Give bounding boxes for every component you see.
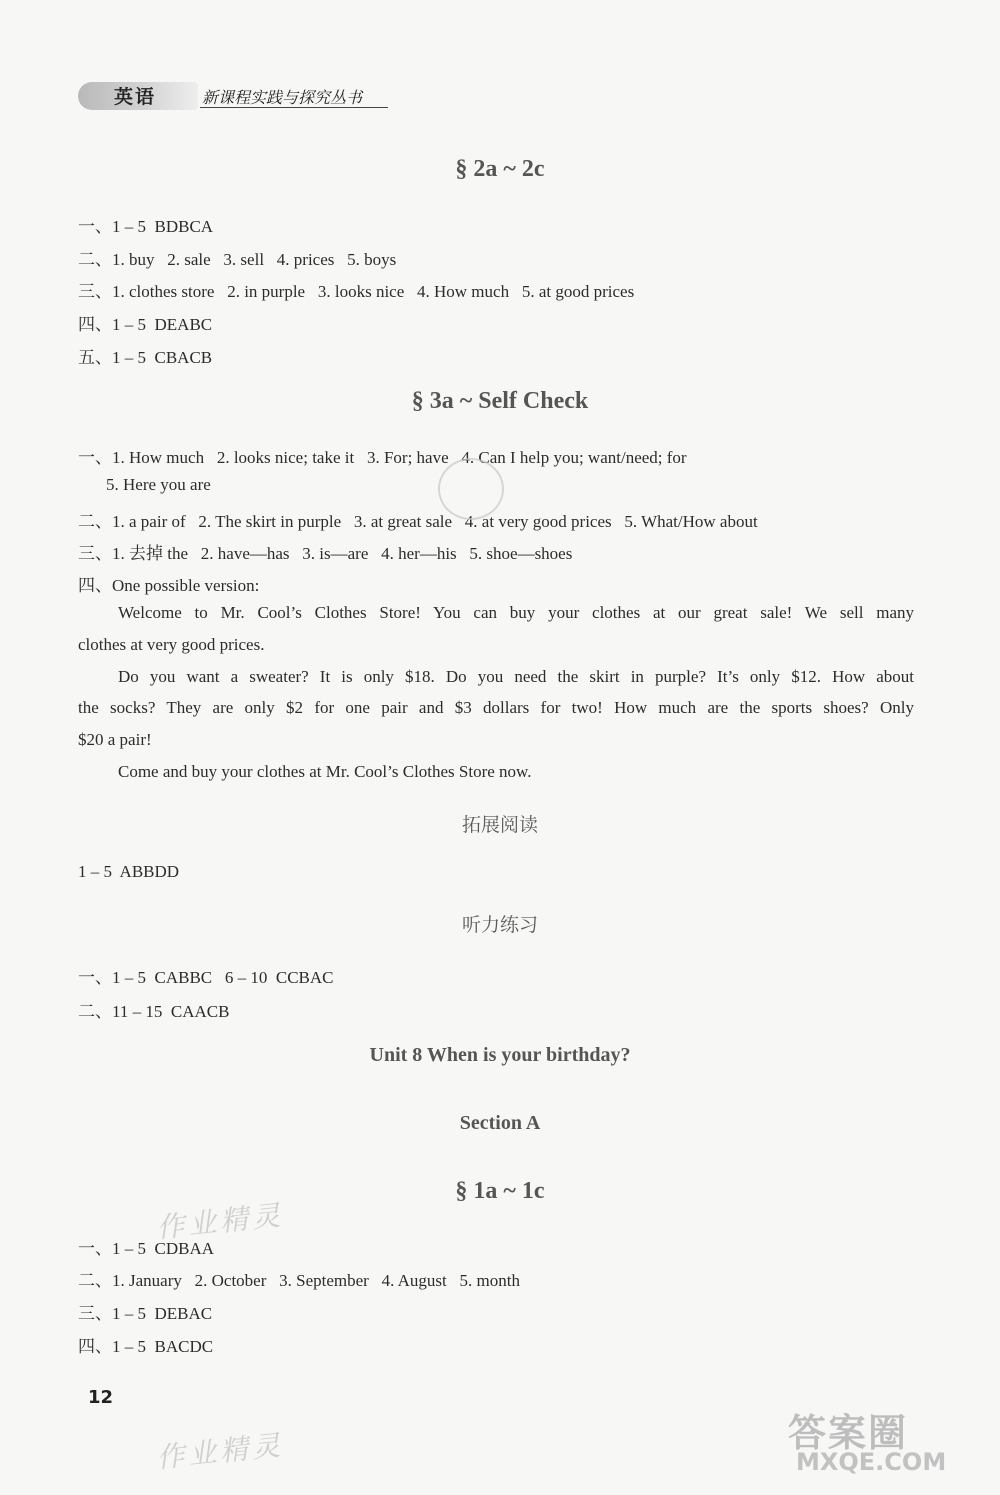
answer-line: 二、11 – 15 CAACB	[78, 1002, 230, 1021]
answer-line: 五、1 – 5 CBACB	[78, 348, 213, 367]
essay-line: Welcome to Mr. Cool’s Clothes Store! You can buy your clothes at our great sale! We sell many	[118, 603, 914, 622]
stamp-mark	[438, 458, 504, 520]
header-underline	[200, 107, 388, 108]
handwritten-watermark: 作业精灵	[154, 1198, 286, 1245]
answer-line: 二、1. January 2. October 3. September 4. August 5. month	[78, 1271, 520, 1290]
answer-line: 5. Here you are	[106, 475, 211, 494]
section-a-heading: Section A	[459, 1112, 541, 1134]
site-logo-watermark	[788, 1402, 988, 1482]
running-header	[78, 78, 388, 112]
answer-line: 一、1 – 5 CABBC 6 – 10 CCBAC	[78, 968, 334, 987]
answer-line: 二、1. buy 2. sale 3. sell 4. prices 5. boys	[78, 250, 397, 269]
series-title: 新课程实践与探究丛书	[202, 88, 363, 107]
answer-line: 四、1 – 5 DEABC	[78, 315, 213, 334]
answer-line: 一、1 – 5 CDBAA	[78, 1239, 215, 1258]
answer-line: 四、1 – 5 BACDC	[78, 1337, 214, 1356]
section-heading-reading: 拓展阅读	[461, 814, 538, 836]
section-heading-listening: 听力练习	[461, 914, 538, 936]
answer-line: 1 – 5 ABBDD	[78, 862, 180, 881]
section-heading-2a-2c: § 2a ~ 2c	[455, 156, 545, 182]
page-number: 12	[88, 1387, 114, 1408]
essay-line: Do you want a sweater? It is only $18. Do you need the skirt in purple? It’s only $12. How about	[118, 667, 914, 686]
answer-line: 一、1. How much 2. looks nice; take it 3. For; have 4. Can I help you; want/need; for	[78, 448, 687, 467]
answer-line: 三、1. clothes store 2. in purple 3. looks nice 4. How much 5. at good prices	[78, 282, 635, 301]
answer-line: 二、1. a pair of 2. The skirt in purple 3. at great sale 4. at very good prices 5. What/How about	[78, 512, 758, 531]
handwritten-watermark: 作业精灵	[154, 1428, 286, 1475]
essay-line: $20 a pair!	[78, 730, 152, 749]
answer-line: 三、1. 去掉 the 2. have—has 3. is—are 4. her—his 5. shoe—shoes	[78, 544, 573, 563]
answer-line: 三、1 – 5 DEBAC	[78, 1304, 213, 1323]
logo-text-cn: 答案圈	[788, 1411, 909, 1455]
answer-line: 四、One possible version:	[78, 576, 260, 595]
answer-line: 一、1 – 5 BDBCA	[78, 217, 214, 236]
logo-text-en: MXQE.COM	[796, 1448, 947, 1476]
subject-label: 英语	[114, 86, 157, 108]
section-heading-1a-1c: § 1a ~ 1c	[455, 1178, 545, 1204]
section-heading-3a-self-check: § 3a ~ Self Check	[411, 388, 589, 414]
essay-line: Come and buy your clothes at Mr. Cool’s Clothes Store now.	[118, 762, 532, 781]
essay-line: the socks? They are only $2 for one pair and $3 dollars for two! How much are the sports shoes? Only	[78, 698, 914, 717]
essay-line: clothes at very good prices.	[78, 635, 265, 654]
unit-heading: Unit 8 When is your birthday?	[369, 1044, 631, 1066]
